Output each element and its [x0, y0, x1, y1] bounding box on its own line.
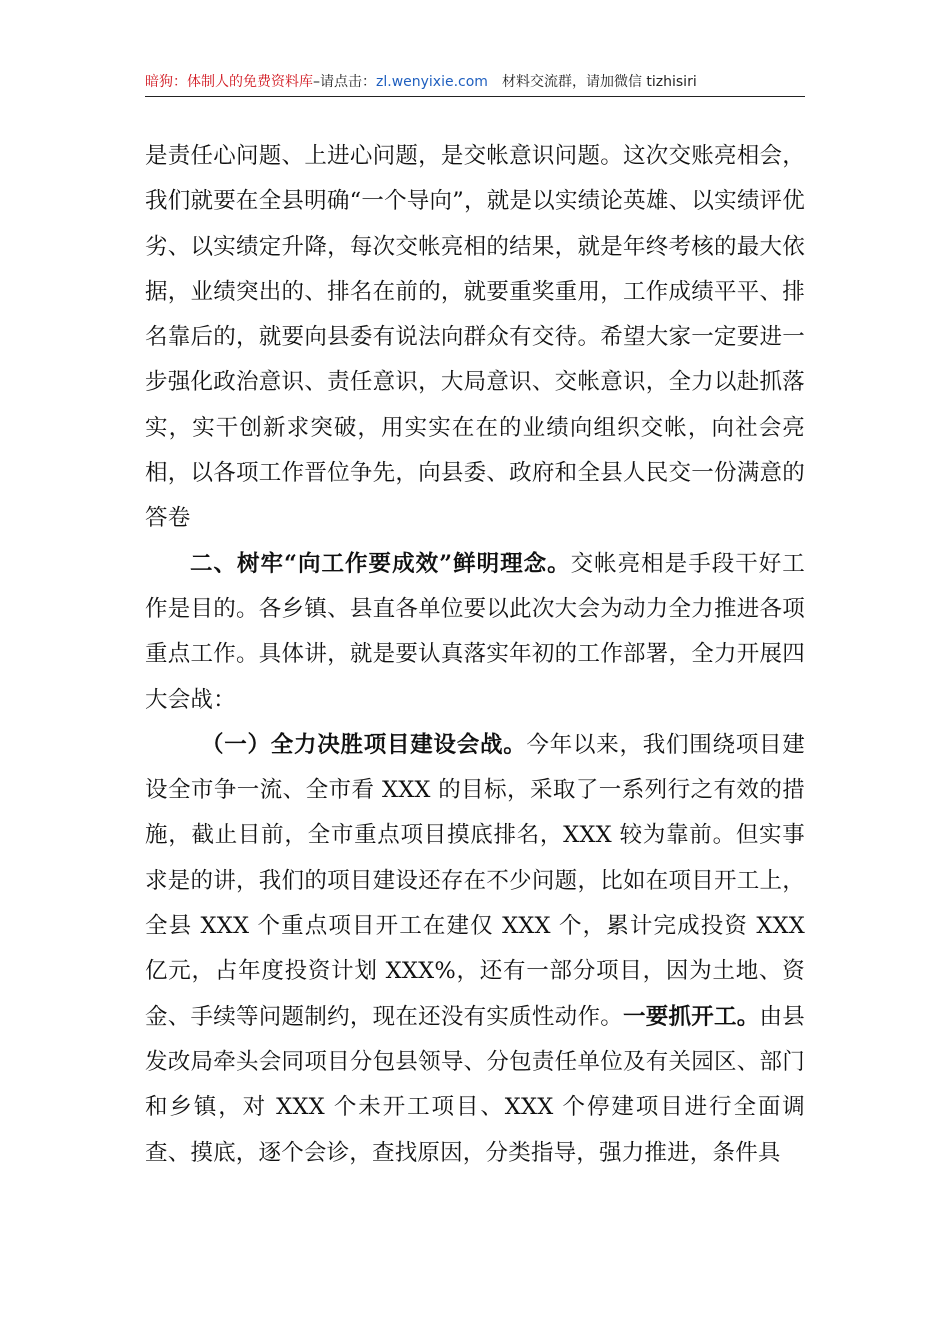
header-prompt: –请点击： — [313, 74, 376, 90]
document-body — [145, 134, 805, 1176]
header-brand: 暗狗：体制人的免费资料库 — [145, 74, 313, 90]
paragraph-3 — [145, 723, 805, 1176]
paragraph-2-text: 交帐亮相是手段干好工作是目的。各乡镇、县直各单位要以此次大会为动力全力推进各项重点工作。具体讲，就是要认真落实年初的工作部署，全力开展四大会战： — [145, 550, 805, 713]
subsection-heading-1: （一）全力决胜项目建设会战。 — [201, 731, 527, 758]
section-heading-2: 二、树牢“向工作要成效”鲜明理念。 — [190, 550, 571, 577]
paragraph-1: 是责任心问题、上进心问题，是交帐意识问题。这次交账亮相会，我们就要在全县明确“一个导向”，就是以实绩论英雄、以实绩评优劣、以实绩定升降，每次交帐亮相的结果，就是年终考核的最大依据，业绩突出的、排名在前的，就要重奖重用，工作成绩平平、排名靠后的，就要向县委有说法向群众有交待。希望大家一定要进一步强化政治意识、责任意识，大局意识、交帐意识，全力以赴抓落实，实干创新求突破，用实实在在的业绩向组织交帐，向社会亮相，以各项工作晋位争先，向县委、政府和全县人民交一份满意的答卷 — [145, 143, 805, 532]
header-group-info: 材料交流群，请加微信 tizhisiri — [501, 74, 697, 90]
paragraph-3-text-2: 由县发改局牵头会同项目分包县领导、分包责任单位及有关园区、部门和乡镇，对 XXX 个未开工项目、XXX 个停建项目进行全面调查、摸底，逐个会诊，查找原因，分类指导，强力推进，条件具 — [145, 1003, 805, 1166]
page-header — [145, 68, 805, 97]
paragraph-2 — [145, 542, 805, 723]
paragraph-3-text: 今年以来，我们围绕项目建设全市争一流、全市看 XXX 的目标，采取了一系列行之有效的措施，截止目前，全市重点项目摸底排名，XXX 较为靠前。但实事求是的讲，我们的项目建设还存在不少问题，比如在项目开工上，全县 XXX 个重点项目开工在建仅 XXX 个，累计完成投资 XXX 亿元，占年度投资计划 XXX%，还有一部分项目，因为土地、资金、手续等问题制约，现在还没有实质性动作。 — [145, 731, 805, 1030]
point-heading-1: 一要抓开工。 — [622, 1003, 760, 1030]
header-link[interactable]: zl.wenyixie.com — [376, 74, 488, 90]
